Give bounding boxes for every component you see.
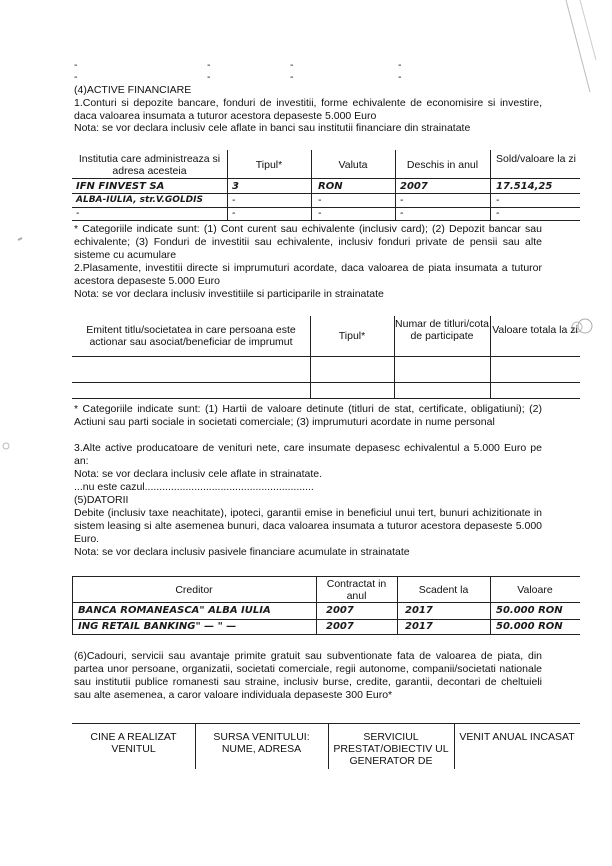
account-currency: RON: [318, 181, 343, 192]
cell-empty: -: [496, 194, 500, 206]
header-valoare-totala: Valoare totala la zi: [492, 324, 578, 336]
header-serviciul-prestat: SERVICIUL PRESTAT/OBIECTIV UL GENERATOR DE: [333, 731, 449, 767]
note-plasamente: Nota: se vor declara inclusiv investitiile si participarile in strainatate: [74, 288, 384, 300]
mark: -: [398, 59, 402, 71]
note-datorii: Nota: se vor declara inclusiv pasivele financiare acumulate in strainatate: [74, 546, 410, 558]
header-valuta: Valuta: [338, 159, 368, 171]
account-year: 2007: [400, 181, 428, 192]
debt-value: 50.000 RON: [496, 621, 563, 632]
mark: -: [290, 59, 294, 71]
header-creditor: Creditor: [175, 584, 213, 596]
punch-hole-left: [3, 443, 9, 449]
cell-empty: -: [232, 194, 236, 206]
note-conturi: Nota: se vor declara inclusiv cele aflate in banci sau institutii financiare din strainatate: [74, 122, 471, 134]
cell-empty: -: [400, 207, 404, 219]
paragraph-alte-active: 3.Alte active producatoare de venituri nete, care insumate depasesc echivalentul a 5.000 Euro pe an:: [74, 442, 542, 467]
header-cine-a-realizat: CINE A REALIZAT VENITUL: [90, 731, 177, 755]
paragraph-datorii: Debite (inclusiv taxe neachitate), ipoteci, garantii emise in beneficiul unui tert, bunuri achizitionate in sistem leasing si alte asemenea bunuri, daca valoarea insumata a tuturor acestora depaseste 5.000 Euro.: [74, 507, 542, 545]
debt-due: 2017: [405, 605, 433, 616]
cell-empty: -: [318, 194, 322, 206]
debt-year: 2007: [326, 605, 354, 616]
paragraph-cadouri: (6)Cadouri, servicii sau avantaje primite gratuit sau subventionate fata de valoarea de piata, din partea unor persoane, organizatii, societati comerciale, regii autonome, companii/societati nationale sau institutii publice romanesti sau straine, inclusiv burse, credite, garantii, decontari de cheltuieli sau alte asemenea, a caror valoare individuala depaseste 300 Euro*: [74, 650, 542, 701]
header-deschis: Deschis in anul: [406, 159, 479, 171]
header-institutia: Institutia care administreaza si adresa acesteia: [78, 153, 221, 177]
mark: -: [290, 71, 294, 83]
paragraph-conturi: 1.Conturi si depozite bancare, fonduri de investitii, forme echivalente de economisire si investire, daca valoarea insumata a tuturor acestora depaseste 5.000 Euro: [74, 97, 542, 122]
account-balance: 17.514,25: [496, 181, 553, 192]
debt-due: 2017: [405, 621, 433, 632]
mark: -: [74, 59, 78, 71]
cell-empty: -: [400, 194, 404, 206]
cell-empty: -: [76, 207, 80, 219]
section-title-datorii: (5)DATORII: [74, 494, 129, 506]
mark: -: [398, 71, 402, 83]
account-type: 3: [232, 181, 239, 192]
header-tipul: Tipul*: [338, 330, 366, 342]
categories-note-1: * Categoriile indicate sunt: (1) Cont curent sau echivalente (inclusiv card); (2) Depozit bancar sau echivalente; (3) Fonduri de investitii sau echivalente, inclusiv fonduri private de pensii sau alte sisteme cu acumulare: [74, 223, 542, 261]
header-scadent: Scadent la: [418, 584, 469, 596]
cell-empty: -: [496, 207, 500, 219]
categories-note-2: * Categoriile indicate sunt: (1) Hartii de valoare detinute (titluri de stat, certificate, obligatiuni); (2) Actiuni sau parti sociale in societati comerciale; (3) imprumuturi acordate in nume personal: [74, 403, 542, 428]
mark: -: [207, 71, 211, 83]
note-alte-active: Nota: se vor declara inclusiv cele aflate in strainatate.: [74, 468, 323, 480]
paragraph-plasamente: 2.Plasamente, investitii directe si imprumuturi acordate, daca valoarea de piata insumata a tuturor acestora depaseste 5.000 Euro: [74, 262, 542, 287]
alte-active-value: ...nu este cazul..........................................................: [74, 481, 314, 493]
header-tipul: Tipul*: [255, 159, 283, 171]
cell-empty: -: [318, 207, 322, 219]
debt-value: 50.000 RON: [496, 605, 563, 616]
creditor-name: BANCA ROMANEASCA" ALBA IULIA: [78, 605, 271, 616]
header-sursa-venitului: SURSA VENITULUI: NUME, ADRESA: [213, 731, 310, 755]
header-sold: Sold/valoare la zi: [496, 153, 576, 165]
institution-address: ALBA-IULIA, str.V.GOLDIS: [76, 195, 203, 205]
mark: -: [74, 71, 78, 83]
cell-empty: -: [232, 207, 236, 219]
header-numar-titluri: Numar de titluri/cota de participate: [395, 318, 489, 342]
header-emitent: Emitent titlu/societatea in care persoana este actionar sau asociat/beneficiar de imprumut: [86, 324, 296, 348]
institution-name: IFN FINVEST SA: [76, 181, 165, 192]
mark: -: [207, 59, 211, 71]
creditor-name: ING RETAIL BANKING" — " —: [78, 621, 237, 632]
section-title-active-financiare: (4)ACTIVE FINANCIARE: [74, 84, 192, 96]
header-venit-anual: VENIT ANUAL INCASAT: [459, 731, 575, 743]
header-valoare: Valoare: [517, 584, 553, 596]
header-contractat: Contractat in anul: [326, 578, 387, 602]
debt-year: 2007: [326, 621, 354, 632]
